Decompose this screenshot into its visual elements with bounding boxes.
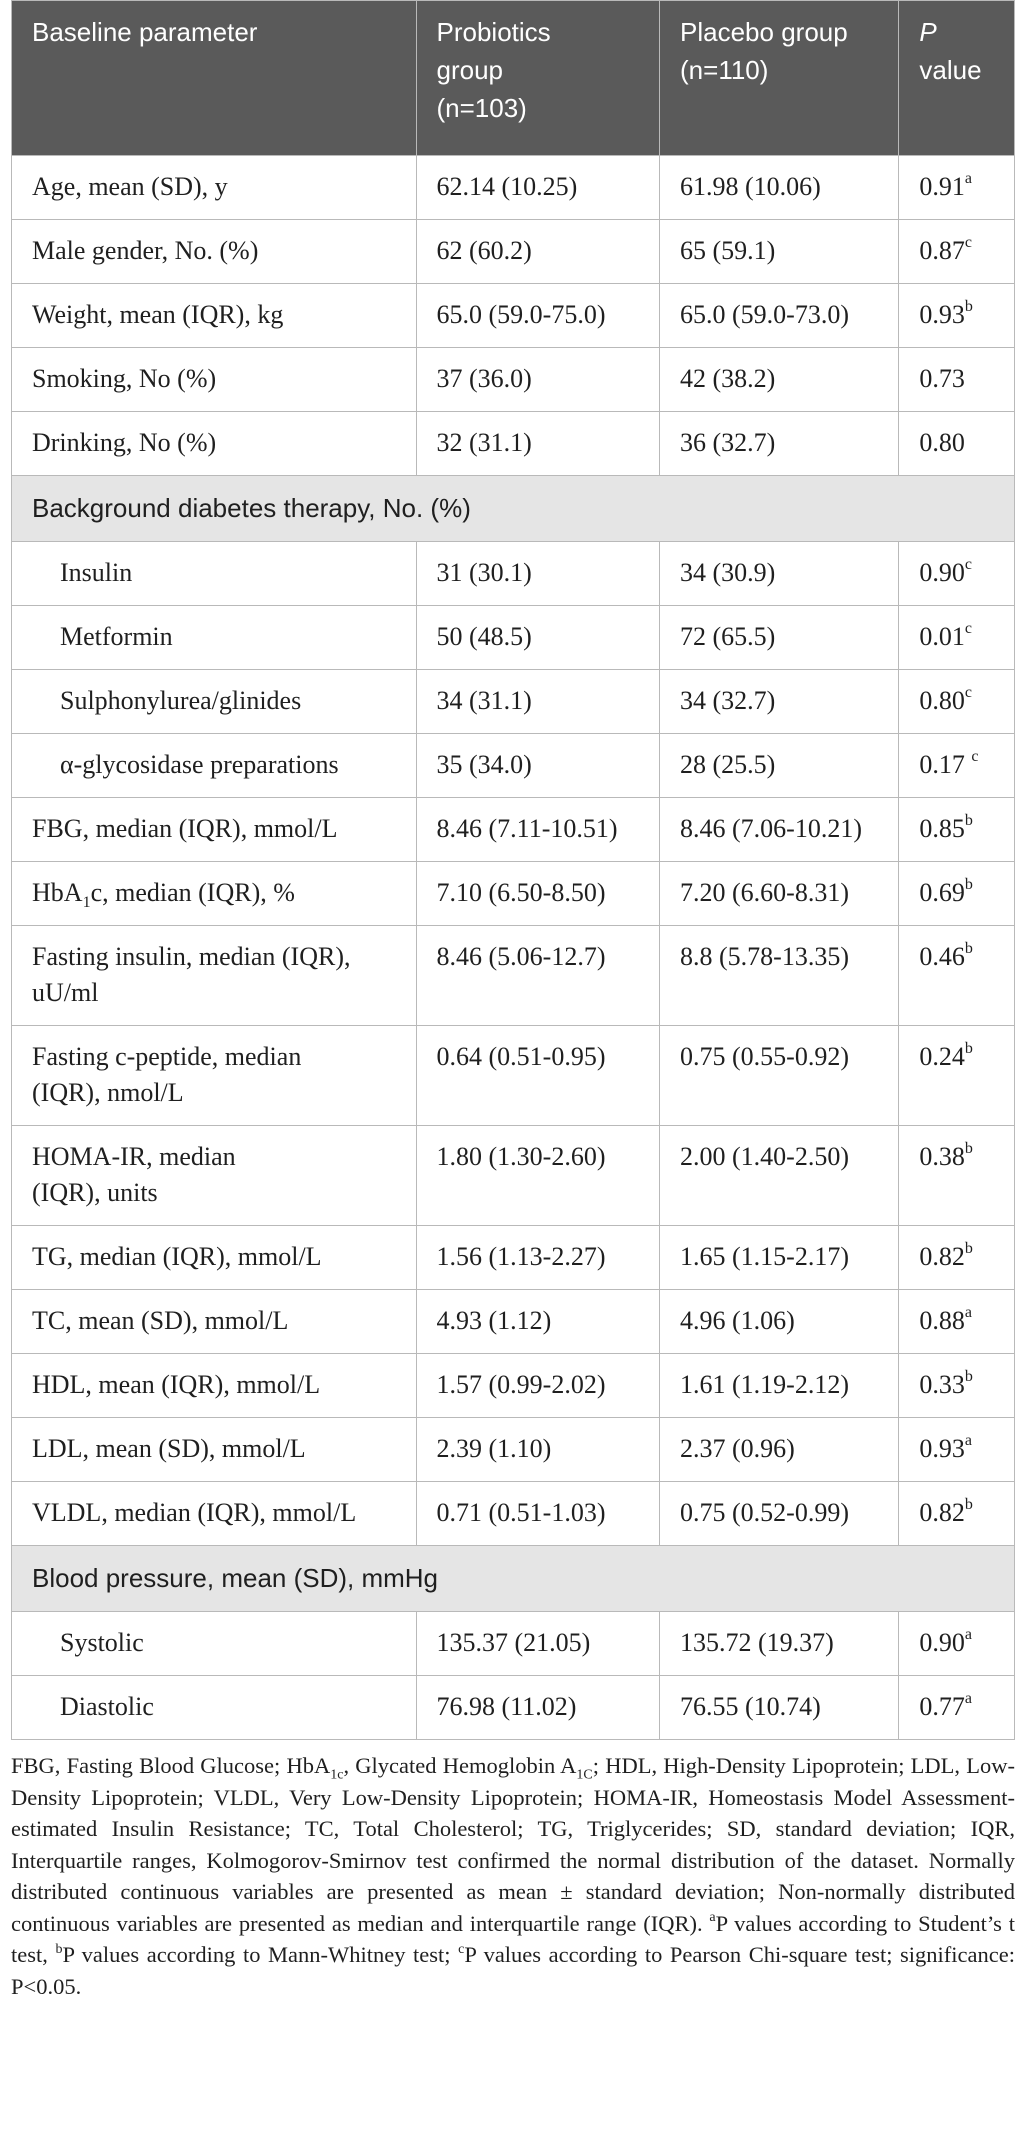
p-value: 0.01 [919,622,965,651]
probiotics-value-cell: 62 (60.2) [416,220,660,284]
p-value: 0.82 [919,1242,965,1271]
p-value-superscript: c [964,684,973,702]
probiotics-value-cell: 8.46 (5.06-12.7) [416,926,660,1026]
p-value-cell [899,1676,1015,1740]
parameter-cell [12,926,417,1026]
probiotics-value-cell: 65.0 (59.0-75.0) [416,284,660,348]
placebo-value-cell: 7.20 (6.60-8.31) [660,862,899,926]
section-heading: Background diabetes therapy, No. (%) [12,476,1015,542]
table-row [12,284,1015,348]
p-value: 0.88 [919,1306,965,1335]
table-row [12,1482,1015,1546]
section-row [12,476,1015,542]
placebo-value-cell: 42 (38.2) [660,348,899,412]
probiotics-value-cell: 7.10 (6.50-8.50) [416,862,660,926]
table-row [12,1418,1015,1482]
p-value-superscript: b [964,876,973,894]
parameter-cell: Insulin [12,542,417,606]
table-body [12,156,1015,1740]
footnote-text: P values according to Student’s t test, [11,1910,1015,1967]
parameter-cell [12,1026,417,1126]
parameter-cell: Diastolic [12,1676,417,1740]
placebo-value-cell: 34 (32.7) [660,670,899,734]
probiotics-value-cell: 31 (30.1) [416,542,660,606]
placebo-value-cell: 28 (25.5) [660,734,899,798]
table-row [12,1354,1015,1418]
p-value: 0.93 [919,1434,965,1463]
table-row [12,1676,1015,1740]
parameter-cell: Sulphonylurea/glinides [12,670,417,734]
probiotics-value-cell: 50 (48.5) [416,606,660,670]
p-value: 0.17 [919,750,972,779]
parameter-label-subscript: 1 [82,894,91,912]
probiotics-value-cell: 1.56 (1.13-2.27) [416,1226,660,1290]
parameter-cell: Drinking, No (%) [12,412,417,476]
header-p-value-word: value [919,55,982,85]
placebo-value-cell: 0.75 (0.55-0.92) [660,1026,899,1126]
placebo-value-cell: 2.37 (0.96) [660,1418,899,1482]
footnote-text: , Glycated Hemoglobin A [343,1753,577,1778]
parameter-cell [12,862,417,926]
p-value: 0.73 [919,364,965,393]
footnote-text: P values according to Mann-Whitney test; [62,1942,459,1967]
table-row [12,348,1015,412]
placebo-value-cell: 65.0 (59.0-73.0) [660,284,899,348]
p-value-superscript: c [964,620,973,638]
probiotics-value-cell: 2.39 (1.10) [416,1418,660,1482]
p-value-cell [899,670,1015,734]
p-value-superscript: b [964,1140,973,1158]
table-row [12,734,1015,798]
table-row [12,926,1015,1026]
placebo-value-cell: 65 (59.1) [660,220,899,284]
table-row [12,606,1015,670]
footnote-subscript: 1c [330,1767,344,1783]
p-value-superscript: c [971,748,979,766]
p-value-cell [899,1482,1015,1546]
p-value-superscript: a [964,1690,973,1708]
p-value-superscript: a [964,1304,973,1322]
probiotics-value-cell: 0.64 (0.51-0.95) [416,1026,660,1126]
probiotics-value-cell: 35 (34.0) [416,734,660,798]
p-value-cell [899,220,1015,284]
probiotics-value-cell: 34 (31.1) [416,670,660,734]
probiotics-value-cell: 37 (36.0) [416,348,660,412]
p-value: 0.93 [919,300,965,329]
section-row [12,1546,1015,1612]
p-value-superscript: a [964,1626,973,1644]
table-footnote [11,1750,1015,2002]
p-value-cell [899,284,1015,348]
table-row [12,220,1015,284]
placebo-value-cell: 76.55 (10.74) [660,1676,899,1740]
parameter-label-line: (IQR), units [32,1178,158,1207]
p-value-cell [899,1290,1015,1354]
p-value-cell [899,542,1015,606]
p-value-cell [899,1354,1015,1418]
footnote-text: ; HDL, High-Density Lipoprotein; LDL, Low-Density Lipoprotein; VLDL, Very Low-Density Lipoprotein; HOMA-IR, Homeostasis Model Assessment-estimated Insulin Resistance; TC, Total Cholesterol; TG, Triglycerides; SD, standard deviation; IQR, Interquartile ranges, Kolmogorov-Smirnov test confirmed the normal distribution of the dataset. Normally distributed continuous variables are presented as mean ± standard deviation; Non-normally distributed continuous variables are presented as median and interquartile range (IQR). [11,1753,1015,1936]
parameter-cell: Male gender, No. (%) [12,220,417,284]
p-value-cell [899,606,1015,670]
p-value-cell [899,926,1015,1026]
p-value: 0.24 [919,1042,965,1071]
document [11,0,1015,2002]
footnote-superscript: b [55,1941,63,1957]
p-value-superscript: c [964,234,973,252]
p-value: 0.85 [919,814,965,843]
table-row [12,1126,1015,1226]
header-probiotics-line-3: (n=103) [436,93,527,123]
placebo-value-cell: 135.72 (19.37) [660,1612,899,1676]
probiotics-value-cell: 1.57 (0.99-2.02) [416,1354,660,1418]
placebo-value-cell: 4.96 (1.06) [660,1290,899,1354]
placebo-value-cell: 8.46 (7.06-10.21) [660,798,899,862]
p-value-cell [899,348,1015,412]
header-placebo-group [660,1,899,156]
parameter-cell: Smoking, No (%) [12,348,417,412]
table-row [12,670,1015,734]
p-value-cell [899,1126,1015,1226]
p-value: 0.90 [919,558,965,587]
table-row [12,862,1015,926]
table-row [12,1026,1015,1126]
table-row [12,412,1015,476]
placebo-value-cell: 8.8 (5.78-13.35) [660,926,899,1026]
p-value-cell [899,1026,1015,1126]
parameter-label-line: HOMA-IR, median [32,1142,236,1171]
p-value-cell [899,798,1015,862]
header-probiotics-line-1: Probiotics [436,17,551,47]
parameter-cell: Systolic [12,1612,417,1676]
table-row [12,1226,1015,1290]
placebo-value-cell: 2.00 (1.40-2.50) [660,1126,899,1226]
table-header-row [12,1,1015,156]
placebo-value-cell: 36 (32.7) [660,412,899,476]
parameter-label-line: Fasting insulin, median (IQR), [32,942,351,971]
placebo-value-cell: 0.75 (0.52-0.99) [660,1482,899,1546]
probiotics-value-cell: 8.46 (7.11-10.51) [416,798,660,862]
probiotics-value-cell: 0.71 (0.51-1.03) [416,1482,660,1546]
p-value-cell [899,1418,1015,1482]
p-value: 0.46 [919,942,965,971]
probiotics-value-cell: 4.93 (1.12) [416,1290,660,1354]
header-placebo-line-1: Placebo group [680,17,848,47]
parameter-cell: Metformin [12,606,417,670]
p-value-cell [899,412,1015,476]
header-baseline-parameter: Baseline parameter [12,1,417,156]
footnote-text: P values according to Pearson Chi-square test; significance: P<0.05. [11,1942,1015,1999]
p-value-cell [899,1612,1015,1676]
footnote-superscript: c [458,1941,465,1957]
p-value-superscript: b [964,812,973,830]
probiotics-value-cell: 1.80 (1.30-2.60) [416,1126,660,1226]
placebo-value-cell: 34 (30.9) [660,542,899,606]
p-value: 0.77 [919,1692,965,1721]
header-p-value [899,1,1015,156]
parameter-label-part: HbA [32,878,83,907]
p-value-superscript: a [964,170,973,188]
p-value-cell [899,156,1015,220]
p-value: 0.33 [919,1370,965,1399]
parameter-cell: Weight, mean (IQR), kg [12,284,417,348]
probiotics-value-cell: 62.14 (10.25) [416,156,660,220]
p-value-cell [899,734,1015,798]
parameter-cell: LDL, mean (SD), mmol/L [12,1418,417,1482]
header-probiotics-group [416,1,660,156]
table-row [12,1290,1015,1354]
p-value: 0.82 [919,1498,965,1527]
parameter-cell: HDL, mean (IQR), mmol/L [12,1354,417,1418]
header-placebo-line-2: (n=110) [680,55,769,85]
table-row [12,542,1015,606]
footnote-subscript: 1C [576,1767,593,1783]
probiotics-value-cell: 135.37 (21.05) [416,1612,660,1676]
parameter-cell: FBG, median (IQR), mmol/L [12,798,417,862]
parameter-label-part: c, median (IQR), % [90,878,295,907]
p-value-superscript: b [964,940,973,958]
p-value-superscript: b [964,1040,973,1058]
section-heading: Blood pressure, mean (SD), mmHg [12,1546,1015,1612]
p-value: 0.90 [919,1628,965,1657]
p-value: 0.91 [919,172,965,201]
parameter-cell: α-glycosidase preparations [12,734,417,798]
parameter-label-line: (IQR), nmol/L [32,1078,184,1107]
p-value-superscript: b [964,1240,973,1258]
p-value: 0.38 [919,1142,965,1171]
p-value: 0.69 [919,878,965,907]
placebo-value-cell: 1.61 (1.19-2.12) [660,1354,899,1418]
table-row [12,1612,1015,1676]
p-value: 0.80 [919,686,965,715]
footnote-superscript: a [709,1910,716,1925]
parameter-label-line: Fasting c-peptide, median [32,1042,302,1071]
p-value-cell [899,862,1015,926]
header-p-italic: P [919,17,937,47]
parameter-cell: Age, mean (SD), y [12,156,417,220]
p-value: 0.87 [919,236,965,265]
placebo-value-cell: 72 (65.5) [660,606,899,670]
parameter-cell: TG, median (IQR), mmol/L [12,1226,417,1290]
parameter-label-line: uU/ml [32,978,99,1007]
baseline-table [11,0,1015,1740]
p-value-superscript: b [964,1496,973,1514]
parameter-cell: VLDL, median (IQR), mmol/L [12,1482,417,1546]
table-row [12,798,1015,862]
p-value-superscript: c [964,556,973,574]
header-probiotics-line-2: group [436,55,503,85]
probiotics-value-cell: 32 (31.1) [416,412,660,476]
p-value-cell [899,1226,1015,1290]
footnote-text: FBG, Fasting Blood Glucose; HbA [11,1753,331,1778]
parameter-cell: TC, mean (SD), mmol/L [12,1290,417,1354]
placebo-value-cell: 1.65 (1.15-2.17) [660,1226,899,1290]
p-value-superscript: b [964,298,973,316]
placebo-value-cell: 61.98 (10.06) [660,156,899,220]
p-value-superscript: b [964,1368,973,1386]
p-value: 0.80 [919,428,965,457]
parameter-cell [12,1126,417,1226]
probiotics-value-cell: 76.98 (11.02) [416,1676,660,1740]
p-value-superscript: a [964,1432,973,1450]
table-row [12,156,1015,220]
